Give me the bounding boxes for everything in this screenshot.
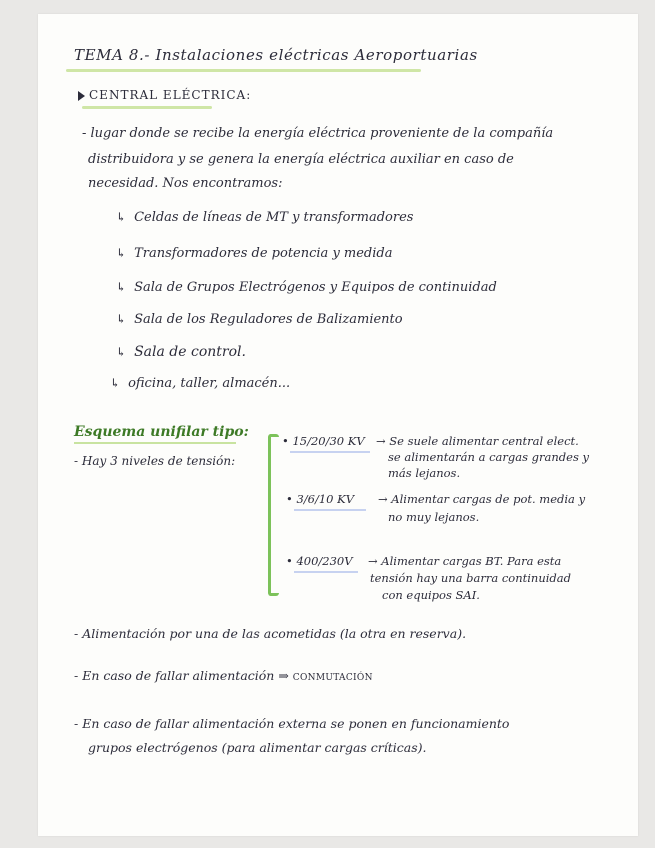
- arrow-icon: ↳: [116, 345, 127, 359]
- level-3-text-3: con equipos SAI.: [382, 588, 480, 602]
- intro-line-1: - lugar donde se recibe la energía eléctrica proveniente de la compañía: [82, 126, 554, 141]
- bracket-green: [268, 434, 279, 596]
- esquema-intro: - Hay 3 niveles de tensión:: [74, 454, 236, 468]
- level-1-text-2: se alimentarán a cargas grandes y: [388, 450, 590, 464]
- heading-highlight: [82, 106, 212, 109]
- level-1-text-1: → Se suele alimentar central elect.: [376, 434, 579, 448]
- conmutacion-tag: CONMUTACIÓN: [292, 673, 373, 683]
- triangle-bullet-icon: [78, 91, 85, 101]
- title-highlight: [66, 69, 421, 72]
- note-line-3: - En caso de fallar alimentación externa se ponen en funcionamiento: [74, 716, 510, 731]
- note-line-4: grupos electrógenos (para alimentar cargas críticas).: [88, 740, 427, 755]
- voltage-level-3: • 400/230V: [286, 554, 353, 568]
- section-heading-central: [78, 88, 251, 102]
- arrow-icon: ↳: [116, 246, 127, 260]
- arrow-icon: ↳: [116, 280, 127, 294]
- intro-line-3: necesidad. Nos encontramos:: [88, 176, 283, 191]
- voltage-underline: [294, 571, 358, 573]
- page-title: TEMA 8.- Instalaciones eléctricas Aeroportuarias: [74, 46, 478, 64]
- list-item: ↳ Sala de los Reguladores de Balizamiento: [116, 312, 403, 327]
- esquema-heading: Esquema unifilar tipo:: [74, 424, 249, 440]
- level-2-text-2: no muy lejanos.: [388, 510, 480, 524]
- notebook-page: [38, 14, 638, 836]
- list-item: ↳ Sala de Grupos Electrógenos y Equipos de continuidad: [116, 280, 497, 295]
- list-item: ↳ Transformadores de potencia y medida: [116, 246, 393, 261]
- voltage-level-2: • 3/6/10 KV: [286, 492, 355, 506]
- list-item: ↳ oficina, taller, almacén...: [110, 376, 291, 391]
- list-item: ↳ Celdas de líneas de MT y transformadores: [116, 210, 414, 225]
- arrow-icon: ↳: [116, 312, 127, 326]
- section-heading-text: CENTRAL ELÉCTRICA:: [89, 88, 252, 102]
- level-2-text-1: → Alimentar cargas de pot. media y: [378, 492, 586, 506]
- arrow-icon: ↳: [116, 210, 127, 224]
- level-3-text-2: tensión hay una barra continuidad: [370, 571, 572, 585]
- level-1-text-3: más lejanos.: [388, 466, 461, 480]
- arrow-icon: ↳: [110, 376, 121, 390]
- note-line-2-text: - En caso de fallar alimentación ⇒: [74, 668, 289, 683]
- note-line-1: - Alimentación por una de las acometidas (la otra en reserva).: [74, 626, 467, 641]
- list-item: ↳ Sala de control.: [116, 344, 246, 360]
- note-line-2: [74, 668, 373, 683]
- level-3-text-1: → Alimentar cargas BT. Para esta: [368, 554, 562, 568]
- intro-line-2: distribuidora y se genera la energía eléctrica auxiliar en caso de: [88, 152, 514, 167]
- voltage-underline: [294, 509, 366, 511]
- esquema-highlight: [74, 442, 236, 444]
- voltage-underline: [290, 451, 370, 453]
- voltage-level-1: • 15/20/30 KV: [282, 434, 365, 448]
